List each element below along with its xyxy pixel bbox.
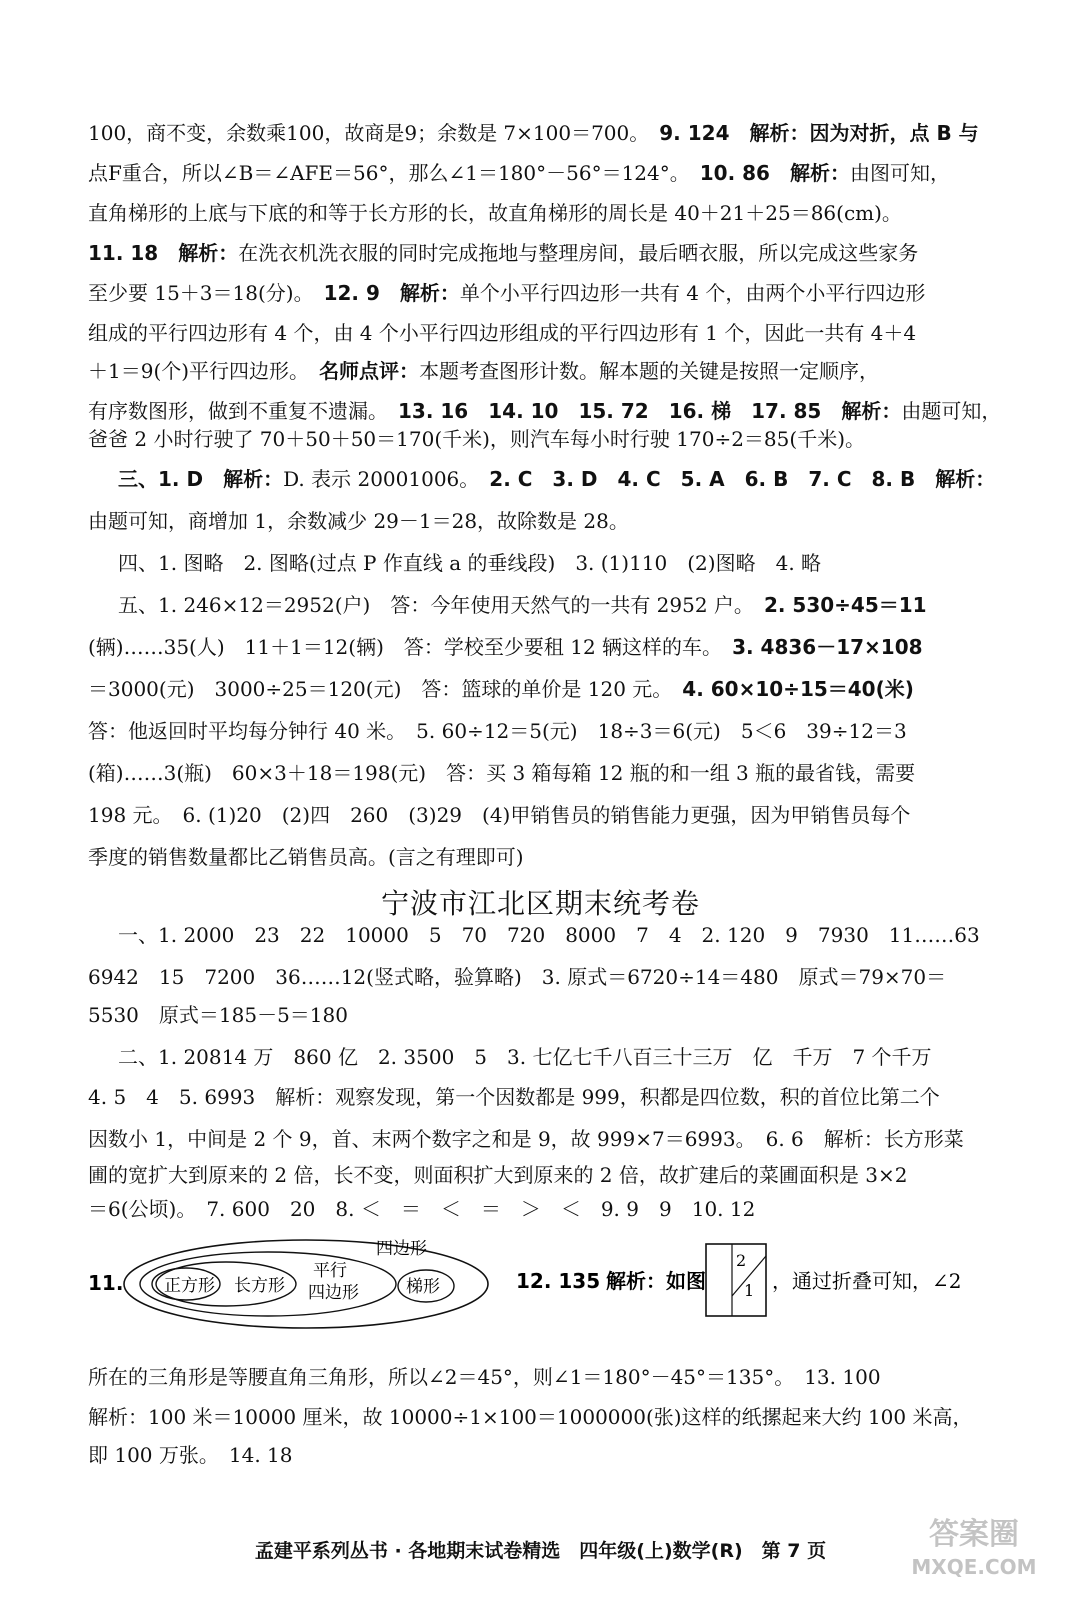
section-5: 五、1. 246×12＝2952(户) 答：今年使用天然气的一共有 2952 户。 2. 530÷45＝11 xyxy=(118,593,927,617)
label-quadrilateral: 四边形 xyxy=(376,1239,427,1259)
text-line: 答：他返回时平均每分钟行 40 米。 5. 60÷12＝5(元) 18÷3＝6(元) 5＜6 39÷12＝3 xyxy=(88,719,907,743)
text-line: (辆)……35(人) 11＋1＝12(辆) 答：学校至少要租 12 辆这样的车。 3. 4836－17×108 xyxy=(88,635,923,659)
angle-1-label: 1 xyxy=(744,1281,755,1300)
label-rectangle: 长方形 xyxy=(234,1276,285,1296)
exam-line: 5530 原式＝185－5＝180 xyxy=(88,1003,348,1027)
figure-svg xyxy=(88,1236,1038,1346)
text-line: 11. 18 解析：在洗衣机洗衣服的同时完成拖地与整理房间，最后晒衣服，所以完成这些家务 xyxy=(88,241,919,265)
text-line: 至少要 15＋3＝18(分)。 12. 9 解析：单个小平行四边形一共有 4 个，由两个小平行四边形 xyxy=(88,281,926,305)
tail-line: 解析：100 米＝10000 厘米，故 10000÷1×100＝1000000(张)这样的纸摞起来大约 100 米高， xyxy=(88,1405,973,1429)
angle-2-label: 2 xyxy=(736,1251,747,1270)
exam-line: 4. 5 4 5. 6993 解析：观察发现，第一个因数都是 999，积都是四位数，积的首位比第二个 xyxy=(88,1085,940,1109)
figure-row xyxy=(88,1236,1038,1346)
text-line: 198 元。 6. (1)20 (2)四 260 (3)29 (4)甲销售员的销售能力更强，因为甲销售员每个 xyxy=(88,803,911,827)
exam-line: ＝6(公顷)。 7. 600 20 8. ＜ ＝ ＜ ＝ ＞ ＜ 9. 9 9 10. 12 xyxy=(88,1197,756,1221)
text-line: ＝3000(元) 3000÷25＝120(元) 答：篮球的单价是 120 元。 4. 60×10÷15＝40(米) xyxy=(88,677,914,701)
text-line: 点F重合，所以∠B＝∠AFE＝56°，那么∠1＝180°－56°＝124°。 10. 86 解析：由图可知， xyxy=(88,161,950,185)
exam-line: 因数小 1，中间是 2 个 9，首、末两个数字之和是 9，故 999×7＝6993。 6. 6 解析：长方形菜 xyxy=(88,1127,964,1151)
watermark-url: MXQE.COM xyxy=(911,1555,1037,1579)
text-line: ＋1＝9(个)平行四边形。 名师点评：本题考查图形计数。解本题的关键是按照一定顺序， xyxy=(88,359,880,383)
section-4: 四、1. 图略 2. 图略(过点 P 作直线 a 的垂线段) 3. (1)110 (2)图略 4. 略 xyxy=(118,551,822,575)
label-parallel-2: 四边形 xyxy=(308,1283,359,1303)
q12-jiexi: 解析：如图 xyxy=(606,1269,706,1293)
watermark-logo-text: 答案圈 xyxy=(929,1517,1019,1552)
exam-line: 圃的宽扩大到原来的 2 倍，长不变，则面积扩大到原来的 2 倍，故扩建后的菜圃面积是 3×2 xyxy=(88,1163,908,1187)
tail-line: 所在的三角形是等腰直角三角形，所以∠2＝45°，则∠1＝180°－45°＝135°。 13. 100 xyxy=(88,1365,881,1389)
text-line: 爸爸 2 小时行驶了 70＋50＋50＝170(千米)，则汽车每小时行驶 170÷2＝85(千米)。 xyxy=(88,427,865,451)
text-line: 组成的平行四边形有 4 个，由 4 个小平行四边形组成的平行四边形有 1 个，因此一共有 4＋4 xyxy=(88,321,917,345)
tail-line: 即 100 万张。 14. 18 xyxy=(88,1443,293,1467)
text-line: 季度的销售数量都比乙销售员高。(言之有理即可) xyxy=(88,845,524,869)
label-square: 正方形 xyxy=(164,1276,215,1296)
watermark-logo xyxy=(888,1510,1063,1582)
q11-number: 11. xyxy=(88,1271,124,1295)
label-parallel-1: 平行 xyxy=(313,1261,347,1281)
text-line: 直角梯形的上底与下底的和等于长方形的长，故直角梯形的周长是 40＋21＋25＝86(cm)。 xyxy=(88,201,902,225)
label-trapezoid: 梯形 xyxy=(406,1277,440,1297)
text-line: (箱)……3(瓶) 60×3＋18＝198(元) 答：买 3 箱每箱 12 瓶的和一组 3 瓶的最省钱，需要 xyxy=(88,761,916,785)
exam-line: 二、1. 20814 万 860 亿 2. 3500 5 3. 七亿七千八百三十三万 亿 千万 7 个千万 xyxy=(118,1045,932,1069)
exam-line: 一、1. 2000 23 22 10000 5 70 720 8000 7 4 2. 120 9 7930 11……63 xyxy=(118,923,980,947)
exam-line: 6942 15 7200 36……12(竖式略，验算略) 3. 原式＝6720÷14＝480 原式＝79×70＝ xyxy=(88,965,947,989)
text-line: 100，商不变，余数乘100，故商是9；余数是 7×100＝700。 9. 124 解析：因为对折，点 B 与 xyxy=(88,121,979,145)
q12-after: ，通过折叠可知，∠2 xyxy=(772,1269,962,1293)
text-line: 由题可知，商增加 1，余数减少 29－1＝28，故除数是 28。 xyxy=(88,509,629,533)
exam-title: 宁波市江北区期末统考卷 xyxy=(380,887,700,920)
section-3: 三、1. D 解析：D. 表示 20001006。 2. C 3. D 4. C 5. A 6. B 7. C 8. B 解析： xyxy=(118,467,996,491)
q12-number: 12. 135 xyxy=(516,1269,601,1293)
text-line: 有序数图形，做到不重复不遗漏。 13. 16 14. 10 15. 72 16. 梯 17. 85 解析：由题可知， xyxy=(88,399,1002,423)
page-footer: 孟建平系列丛书 · 各地期末试卷精选 四年级(上)数学(R) 第 7 页 xyxy=(254,1540,827,1562)
